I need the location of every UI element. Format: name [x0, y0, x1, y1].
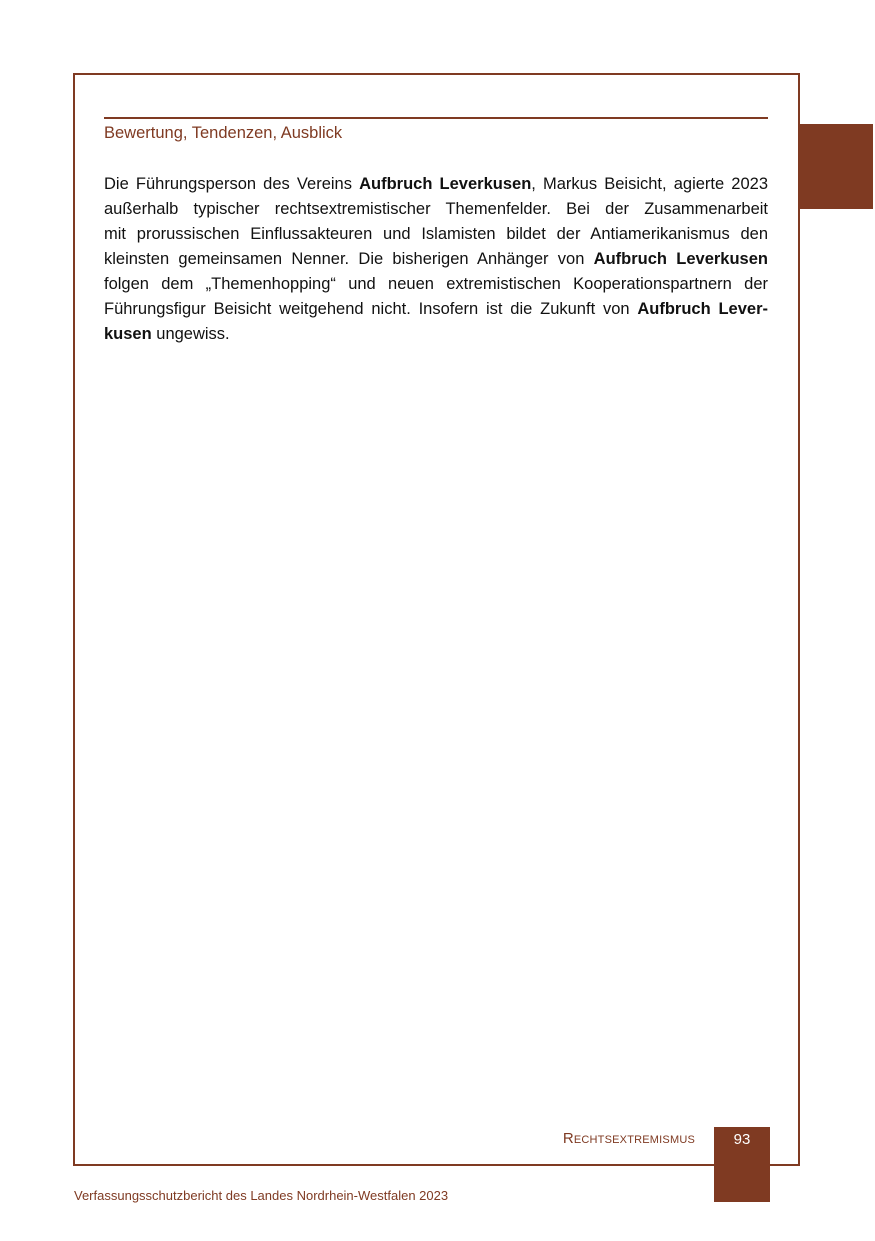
text-run: , Markus Beisicht, agierte 2023 — [531, 175, 769, 193]
page-number-box — [714, 1127, 770, 1202]
footer-source: Verfassungsschutzbericht des Landes Nordrhein-Westfalen 2023 — [74, 1188, 449, 1203]
section-divider — [104, 117, 768, 119]
organization-name: Aufbruch Leverkusen — [593, 250, 768, 268]
paragraph-line — [104, 322, 768, 347]
paragraph-line — [104, 297, 768, 322]
paragraph-line — [104, 172, 768, 197]
text-run: Die Führungsperson des Vereins — [104, 175, 360, 193]
section-heading: Bewertung, Tendenzen, Ausblick — [104, 124, 343, 142]
page-number: 93 — [733, 1131, 751, 1148]
text-run: ungewiss. — [151, 325, 230, 343]
paragraph-line: außerhalb typischer rechtsextremistischer Themenfelder. Bei der Zusammenarbeit — [104, 200, 768, 218]
text-run: kleinsten gemeinsamen Nenner. Die bisherigen Anhänger von — [104, 250, 594, 268]
organization-name: Aufbruch Leverkusen — [359, 175, 532, 193]
paragraph-line — [104, 247, 768, 272]
body-paragraph — [104, 172, 768, 347]
organization-name: Aufbruch Lever- — [637, 300, 768, 318]
paragraph-line: folgen dem „Themenhopping“ und neuen extremistischen Kooperationspartnern der — [104, 275, 768, 293]
organization-name: kusen — [104, 325, 152, 343]
footer-section-label: Rechtsextremismus — [562, 1130, 695, 1147]
chapter-side-tab — [798, 124, 873, 209]
text-run: Führungsfigur Beisicht weitgehend nicht. Insofern ist die Zukunft von — [104, 300, 638, 318]
paragraph-line: mit prorussischen Einflussakteuren und Islamisten bildet der Antiamerikanismus den — [104, 225, 768, 243]
